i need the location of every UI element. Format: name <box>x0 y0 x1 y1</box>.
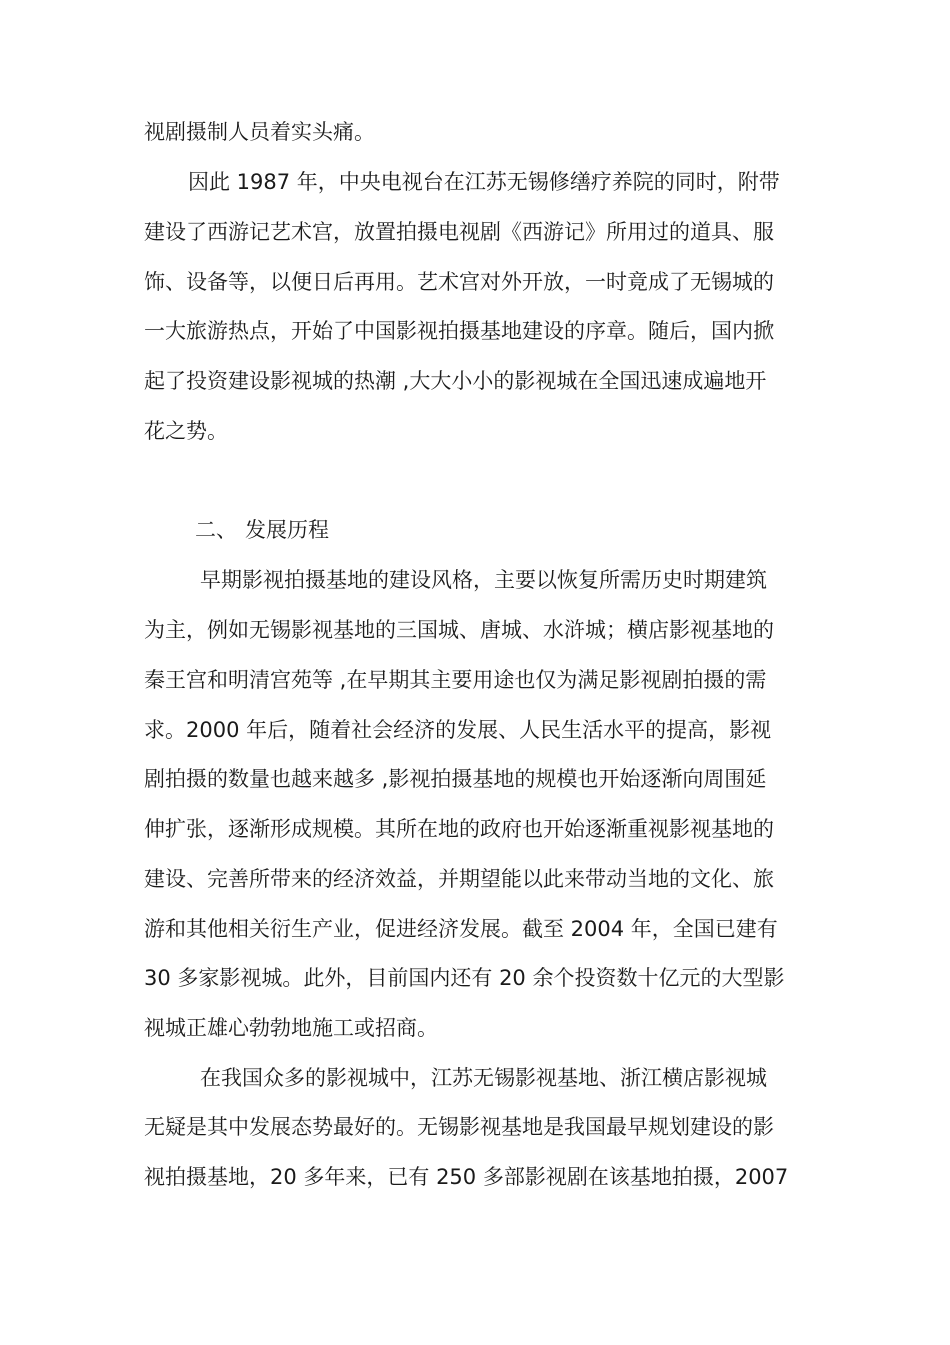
paragraph-1-line-1: 视剧摄制人员着实头痛。 <box>144 120 375 144</box>
paragraph-3-line-8: 游和其他相关衍生产业，促进经济发展。截至 2004 年，全国已建有 <box>144 917 778 941</box>
paragraph-3-line-4: 求。2000 年后，随着社会经济的发展、人民生活水平的提高，影视 <box>144 718 772 742</box>
paragraph-3-line-1: 早期影视拍摄基地的建设风格，主要以恢复所需历史时期建筑 <box>200 568 767 592</box>
paragraph-2-line-1: 因此 1987 年，中央电视台在江苏无锡修缮疗养院的同时，附带 <box>188 170 780 194</box>
paragraph-3-line-7: 建设、完善所带来的经济效益，并期望能以此来带动当地的文化、旅 <box>144 867 774 891</box>
paragraph-2-line-4: 一大旅游热点，开始了中国影视拍摄基地建设的序章。随后，国内掀 <box>144 319 774 343</box>
paragraph-3-line-6: 伸扩张，逐渐形成规模。其所在地的政府也开始逐渐重视影视基地的 <box>144 817 774 841</box>
paragraph-3-line-2: 为主，例如无锡影视基地的三国城、唐城、水浒城；横店影视基地的 <box>144 618 774 642</box>
paragraph-4-line-1: 在我国众多的影视城中，江苏无锡影视基地、浙江横店影视城 <box>200 1066 767 1090</box>
paragraph-2-line-3: 饰、设备等，以便日后再用。艺术宫对外开放，一时竟成了无锡城的 <box>144 270 774 294</box>
paragraph-3-line-9: 30 多家影视城。此外，目前国内还有 20 余个投资数十亿元的大型影 <box>144 966 785 990</box>
paragraph-4-line-2: 无疑是其中发展态势最好的。无锡影视基地是我国最早规划建设的影 <box>144 1115 774 1139</box>
paragraph-2-line-6: 花之势。 <box>144 419 228 443</box>
paragraph-3-line-3: 秦王宫和明清宫苑等 ,在早期其主要用途也仅为满足影视剧拍摄的需 <box>144 668 767 692</box>
paragraph-4-line-3: 视拍摄基地，20 多年来，已有 250 多部影视剧在该基地拍摄，2007 <box>144 1165 789 1189</box>
paragraph-2-line-5: 起了投资建设影视城的热潮 ,大大小小的影视城在全国迅速成遍地开 <box>144 369 767 393</box>
paragraph-3-line-10: 视城正雄心勃勃地施工或招商。 <box>144 1016 438 1040</box>
paragraph-2-line-2: 建设了西游记艺术宫，放置拍摄电视剧《西游记》所用过的道具、服 <box>144 220 774 244</box>
paragraph-3-line-5: 剧拍摄的数量也越来越多 ,影视拍摄基地的规模也开始逐渐向周围延 <box>144 767 767 791</box>
section-heading-title: 发展历程 <box>245 518 329 542</box>
section-heading-number: 二、 <box>195 518 237 542</box>
